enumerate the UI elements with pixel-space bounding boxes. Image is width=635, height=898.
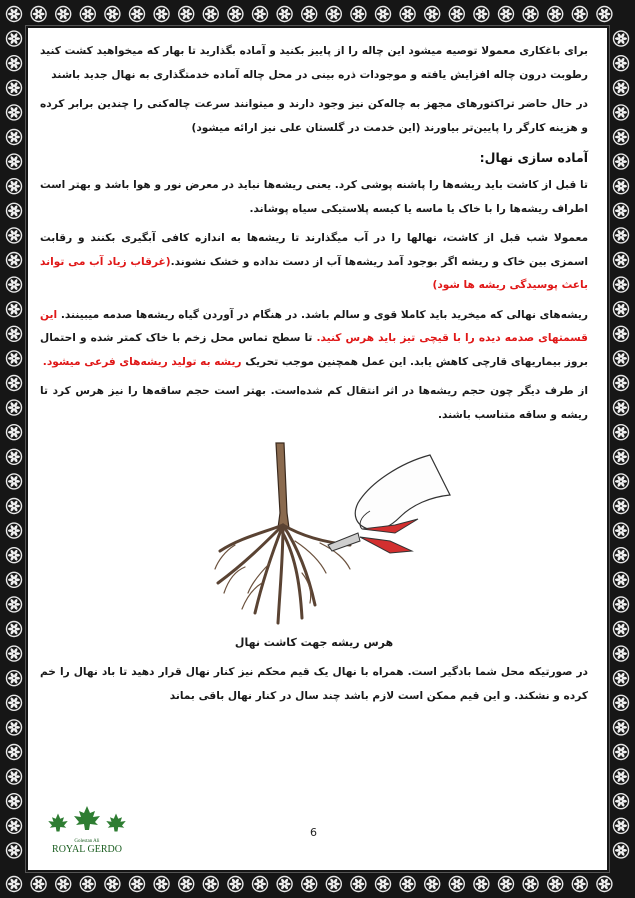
- logo-line-1: Golestan Ali: [74, 839, 100, 844]
- page-content: [40, 40, 588, 714]
- maple-leaf-shape: [74, 806, 100, 830]
- root-pruning-text-a: ریشه‌های نهالی که میخرید باید کاملا قوی و سالم باشد. در هنگام در آوردن گیاه ریشه‌ها صدمه میبینند.: [60, 308, 588, 321]
- maple-leaf-shape: [106, 814, 126, 832]
- logo-line-2: ROYAL GERDO: [52, 844, 122, 855]
- paragraph-support-stake: در صورتیکه محل شما بادگیر است. همراه با نهال یک قیم محکم نیز کنار نهال قرار دهید تا باد نهال را خم کرده و نشکند. و این قیم ممکن است لازم باشد چند سال در کنار نهال باقی بماند: [40, 666, 588, 702]
- sapling-roots-shears-drawing: [40, 433, 588, 633]
- root-pruning-highlight-2: ریشه به تولید ریشه‌های فرعی میشود.: [42, 355, 242, 368]
- royal-gerdo-logo: [44, 806, 130, 856]
- paragraph-soaking: [40, 227, 588, 298]
- paragraph-root-cover: تا قبل از کاشت باید ریشه‌ها را پاشنه پوشی کرد. یعنی ریشه‌ها نباید در معرض نور و هوا باشد و بهتر است اطراف ریشه‌ها را با خاک یا ماسه یا کیسه پلاستیکی سیاه پوشاند.: [40, 179, 588, 215]
- figure-caption: هرس ریشه جهت کاشت نهال: [234, 636, 394, 649]
- root-pruning-highlight-1: این قسمتهای صدمه دیده را با قیچی تیز باید هرس کنید.: [40, 308, 588, 344]
- root-pruning-illustration: [40, 433, 588, 633]
- root-pruning-text-b: تا سطح تماس محل زخم با خاک کمتر شده و احتمال بروز بیماریهای قارچی کاهش یابد. این عمل همچنین موجب تحریک: [40, 332, 588, 368]
- paragraph-pit-digging: برای باغکاری معمولا توصیه میشود این چاله را از پاییز بکنید و آماده بگذارید تا بهار که میخواهید کشت کنید رطوبت درون چاله افزایش یافته و موجودات ذره بینی در محل چاله آماده خدمتگذاری به نهال جدید باشند: [40, 45, 588, 81]
- soaking-text: معمولا شب قبل از کاشت، نهالها را در آب میگذارند تا ریشه‌ها به اندازه کافی آبگیری بکنند و رقابت اسمزی بین خاک و ریشه اگر بوجود آمد ریشه‌ها آب از دست نداده و خشک نشوند.: [40, 232, 588, 268]
- section-heading: آماده سازی نهال:: [479, 150, 588, 165]
- maple-leaf-shape: [48, 814, 68, 832]
- page-number: 6: [310, 826, 317, 839]
- paragraph-stem-pruning: از طرف دیگر چون حجم ریشه‌ها در اثر انتقال کم شده‌است. بهتر است حجم ساقه‌ها را نیز هرس کرد تا ریشه و ساقه متناسب باشند.: [40, 385, 588, 421]
- paragraph-tractors: در حال حاضر تراکتورهای مجهز به چاله‌کن نیز وجود دارند و میتوانند سرعت چاله‌کنی را چندین برابر کرده و هزینه کارگر را پایین‌تر بیاورند (این خدمت در گلستان علی نیز ارائه میشود): [40, 98, 588, 134]
- paragraph-root-pruning: [40, 304, 588, 375]
- maple-leaf-icon: [44, 806, 130, 856]
- soaking-warning: (غرقاب زیاد آب می تواند باعث پوسیدگی ریشه ها شود): [40, 255, 588, 291]
